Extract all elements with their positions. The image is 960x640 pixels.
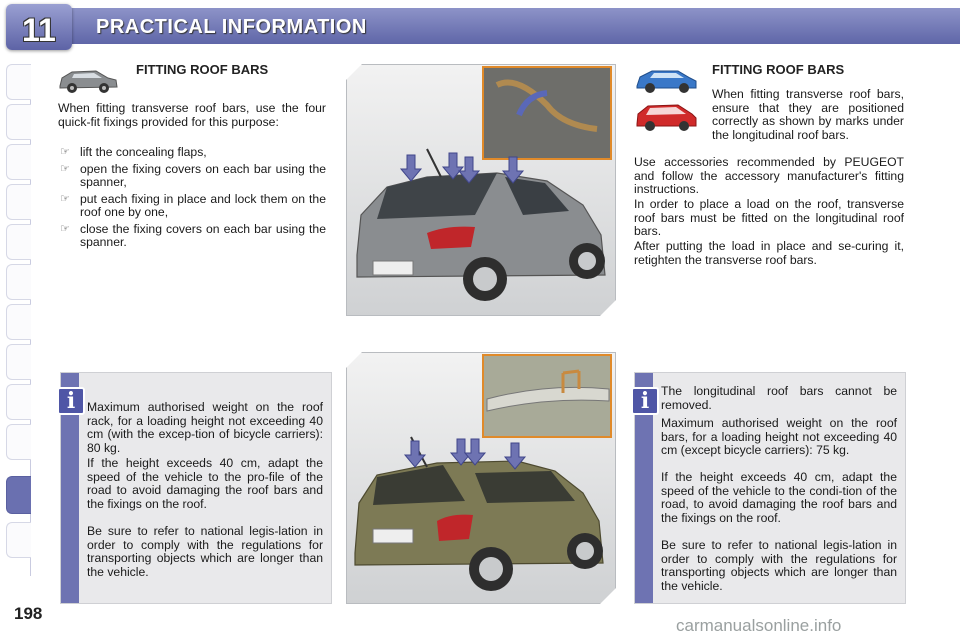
fixing-arrow-icon (405, 441, 425, 467)
number-plate (373, 529, 413, 543)
side-tab[interactable] (6, 304, 31, 340)
info-icon: i (631, 387, 659, 415)
right-paragraph-1: When fitting transverse roof bars, ensure that they are positioned correctly as shown by marks under the longitudinal roof bars. (712, 87, 904, 142)
bullet-icon: ☞ (60, 192, 70, 205)
step-item (58, 163, 326, 190)
step-text: close the fixing covers on each bar using the spanner. (80, 221, 326, 249)
step-text: lift the concealing flaps, (80, 145, 207, 159)
info-right-paragraph-1: The longitudinal roof bars cannot be removed. (661, 384, 897, 412)
bullet-icon: ☞ (60, 162, 70, 175)
fixing-arrow-icon (451, 439, 471, 465)
side-tab[interactable] (6, 144, 31, 180)
number-plate (373, 261, 413, 275)
info-right-paragraph-2: Maximum authorised weight on the roof bars, for a loading height not exceeding 40 cm (except bicycle carriers): 75 kg. (661, 416, 897, 457)
right-paragraph-4: After putting the load in place and se-curing it, retighten the transverse roof bars. (634, 239, 904, 267)
estate-roof-bars-illustration (346, 352, 616, 604)
antenna (427, 149, 441, 177)
rear-wheel-rim (479, 557, 503, 581)
chapter-tab (6, 4, 72, 50)
left-steps (58, 146, 326, 253)
info-box-right (634, 372, 906, 604)
front-wheel-rim (578, 252, 596, 270)
side-tab[interactable] (6, 522, 31, 558)
left-intro: When fitting transverse roof bars, use the four quick-fit fixings provided for this purpose: (58, 101, 326, 129)
side-tab[interactable] (6, 64, 31, 100)
bullet-icon: ☞ (60, 222, 70, 235)
bullet-icon: ☞ (60, 146, 70, 158)
info-left-paragraph-3: Be sure to refer to national legis-lation in order to comply with the regulations for transporting objects which are longer than the vehicle. (87, 524, 323, 579)
right-section-title: FITTING ROOF BARS (712, 62, 845, 77)
step-item (58, 223, 326, 250)
watermark: carmanualsonline.info (676, 616, 842, 635)
step-item (58, 193, 326, 220)
front-wheel-rim (576, 542, 594, 560)
grey-car-icon (56, 64, 120, 96)
step-text: put each fixing in place and lock them on the roof one by one, (80, 191, 326, 219)
hatchback-roof-bars-illustration (346, 64, 616, 316)
info-right-paragraph-4: Be sure to refer to national legis-lation in order to comply with the regulations for transporting objects which are longer than the vehicle. (661, 538, 897, 593)
hatchback-illustration-svg (347, 65, 615, 315)
blue-car-icon (634, 64, 700, 96)
info-box-left (60, 372, 332, 604)
side-tab[interactable] (6, 224, 31, 260)
chapter-side-tabs (0, 64, 32, 576)
fixing-arrow-icon (401, 155, 421, 181)
info-icon: i (57, 387, 85, 415)
info-left-paragraph-1: Maximum authorised weight on the roof rack, for a loading height not exceeding 40 cm (with the excep-tion of bicycle carriers): 80 kg. (87, 400, 323, 455)
side-tab[interactable] (6, 264, 31, 300)
side-tab[interactable] (6, 384, 31, 420)
side-tab-active[interactable] (6, 476, 31, 514)
step-text: open the fixing covers on each bar using the spanner, (80, 161, 326, 189)
red-car-icon (634, 100, 700, 134)
right-paragraph-3: In order to place a load on the roof, transverse roof bars must be fitted on the longitudinal roof bars. (634, 197, 904, 238)
info-right-paragraph-3: If the height exceeds 40 cm, adapt the speed of the vehicle to the condi-tion of the road, to avoid damaging the roof bars and the fixings on the roof. (661, 470, 897, 525)
chapter-number: 11 (22, 12, 56, 48)
side-tab[interactable] (6, 184, 31, 220)
estate-illustration-svg (347, 353, 615, 603)
side-tab[interactable] (6, 104, 31, 140)
step-item (58, 146, 326, 160)
side-tab[interactable] (6, 344, 31, 380)
page-number: 198 (14, 604, 43, 623)
fixing-arrow-icon (465, 439, 485, 465)
rear-light (437, 515, 473, 541)
left-section-title: FITTING ROOF BARS (136, 62, 269, 77)
side-tab[interactable] (6, 424, 31, 460)
page-title: PRACTICAL INFORMATION (96, 16, 367, 38)
info-left-paragraph-2: If the height exceeds 40 cm, adapt the speed of the vehicle to the pro-file of the road to avoid damaging the roof bars and the fixings on the roof. (87, 456, 323, 511)
right-paragraph-2: Use accessories recommended by PEUGEOT and follow the accessory manufacturer's fitting instructions. (634, 155, 904, 196)
rear-wheel-rim (473, 267, 497, 291)
page-header (0, 0, 960, 52)
